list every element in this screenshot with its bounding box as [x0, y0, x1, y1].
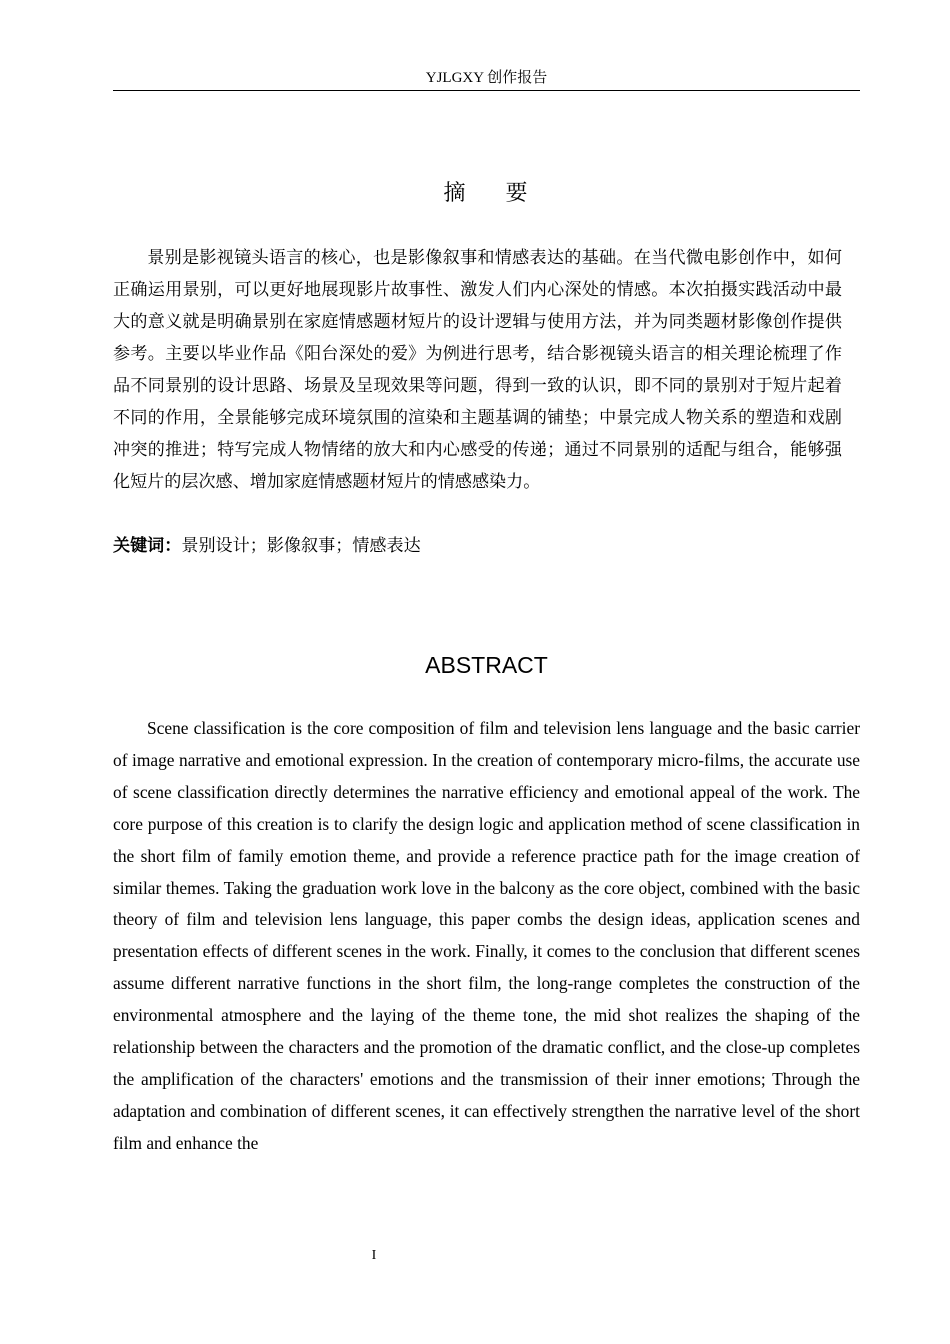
keywords-value: 景别设计；影像叙事；情感表达	[181, 536, 421, 556]
header-text: YJLGXY 创作报告	[425, 70, 548, 86]
abstract-en-body: Scene classification is the core composition of film and television lens language and the basic carrier of image narrative and emotional expression. In the creation of contemporary micro-films, the accurate use of scene classification directly determines the narrative efficiency and emotional appeal of the work. The core purpose of this creation is to clarify the design logic and application method of scene classification in the short film of family emotion theme, and provide a reference practice path for the image creation of similar themes. Taking the graduation work love in the balcony as the core object, combined with the basic theory of film and television lens language, this paper combs the design ideas, application scenes and presentation effects of different scenes in the work. Finally, it comes to the conclusion that different scenes assume different narrative functions in the short film, the long-range completes the construction of the environmental atmosphere and the laying of the theme tone, the mid shot realizes the shaping of the relationship between the characters and the promotion of the dramatic conflict, and the close-up completes the amplification of the characters' emotions and the transmission of their inner emotions; Through the adaptation and combination of different scenes, it can effectively strengthen the narrative level of the short film and enhance the	[113, 718, 860, 1153]
abstract-cn-title	[113, 177, 860, 211]
abstract-en-title: ABSTRACT	[425, 652, 548, 678]
keywords-line	[113, 530, 421, 562]
abstract-cn-title-left: 摘	[443, 181, 468, 206]
abstract-cn-body: 景别是影视镜头语言的核心，也是影像叙事和情感表达的基础。在当代微电影创作中，如何正确运用景别，可以更好地展现影片故事性、激发人们内心深处的情感。本次拍摄实践活动中最大的意义就是明确景别在家庭情感题材短片的设计逻辑与使用方法，并为同类题材影像创作提供参考。主要以毕业作品《阳台深处的爱》为例进行思考，结合影视镜头语言的相关理论梳理了作品不同景别的设计思路、场景及呈现效果等问题，得到一致的认识，即不同的景别对于短片起着不同的作用，全景能够完成环境氛围的渲染和主题基调的铺垫；中景完成人物关系的塑造和戏剧冲突的推进；特写完成人物情绪的放大和内心感受的传递；通过不同景别的适配与组合，能够强化短片的层次感、增加家庭情感题材短片的情感感染力。	[113, 248, 842, 492]
keywords-label: 关键词：	[113, 536, 182, 556]
abstract-cn-title-right: 要	[505, 181, 530, 206]
page-header	[113, 66, 860, 91]
page-number: I	[371, 1248, 377, 1263]
